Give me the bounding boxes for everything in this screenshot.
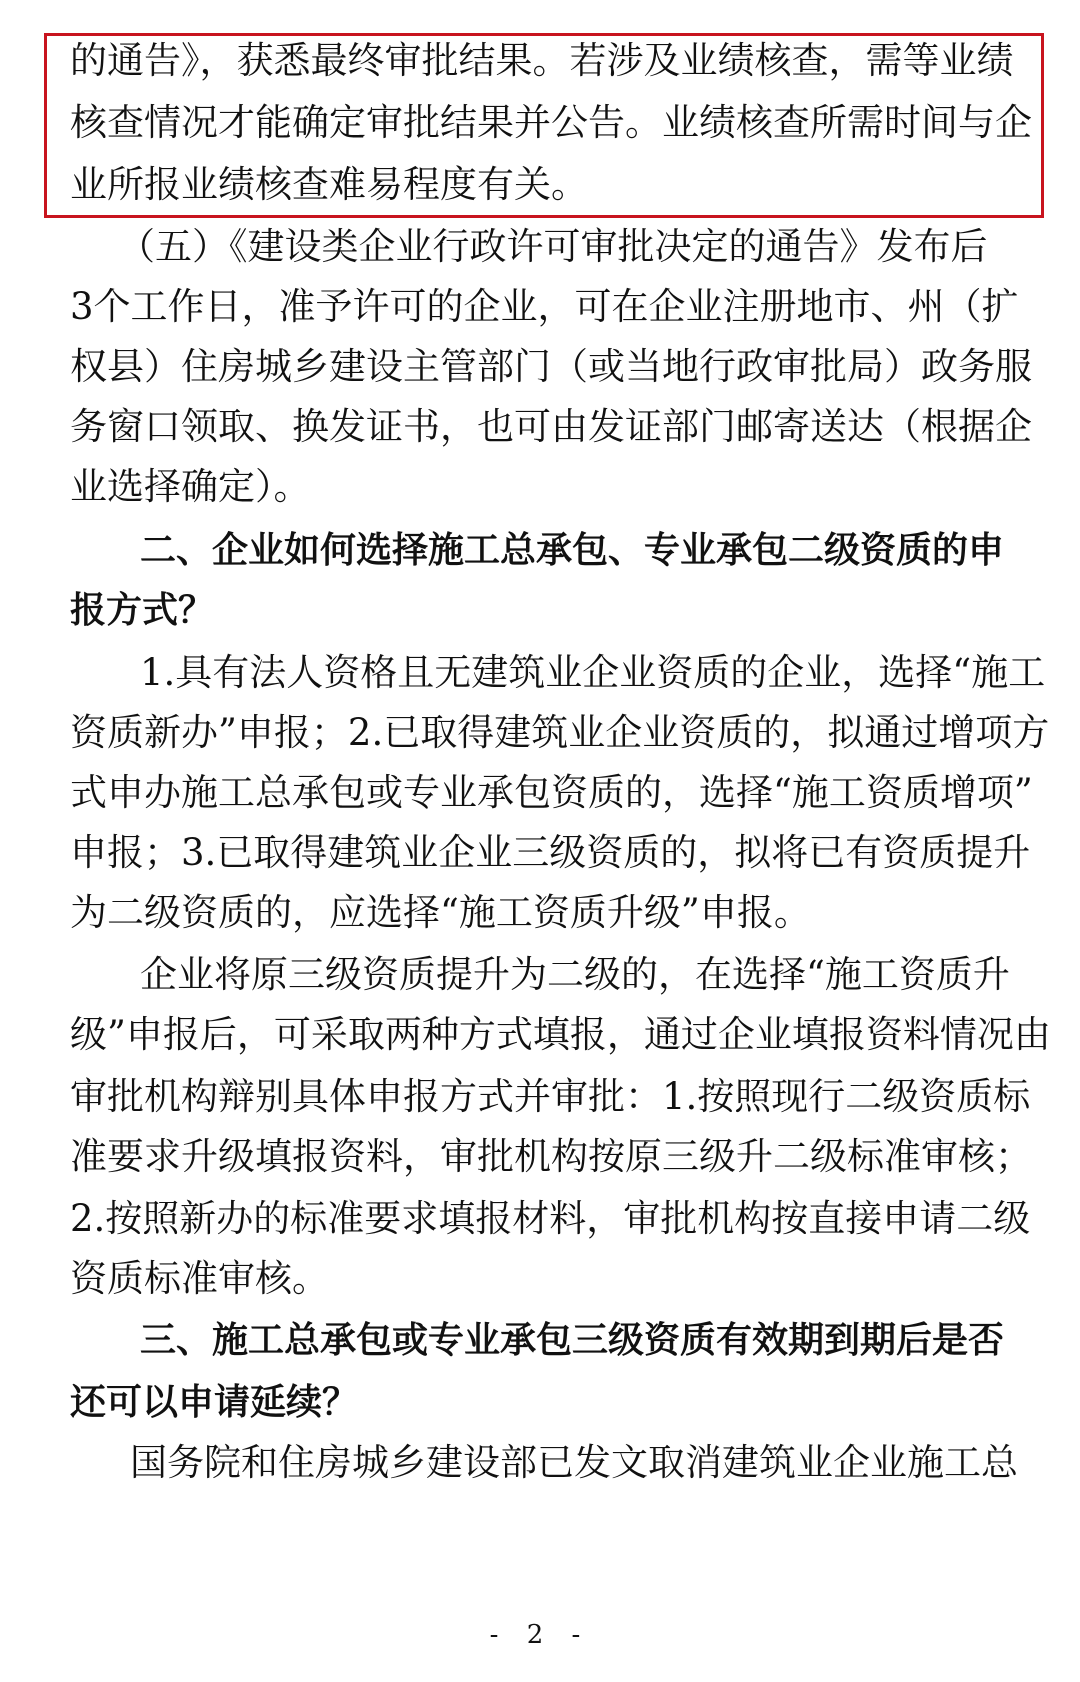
text-line: 式申办施工总承包或专业承包资质的，选择“施工资质增项” xyxy=(70,771,1033,814)
text-line: 国务院和住房城乡建设部已发文取消建筑业企业施工总 xyxy=(130,1441,1018,1484)
text-line: 资质新办”申报；2.已取得建筑业企业资质的，拟通过增项方 xyxy=(70,711,1050,754)
section-heading: 报方式？ xyxy=(70,590,215,631)
text-line: 资质标准审核。 xyxy=(70,1257,329,1300)
section-heading: 二、企业如何选择施工总承包、专业承包二级资质的申 xyxy=(140,530,1005,571)
text-line: 业选择确定）。 xyxy=(70,465,311,508)
text-line: 核查情况才能确定审批结果并公告。业绩核查所需时间与企 xyxy=(70,101,1032,144)
text-line: 企业将原三级资质提升为二级的，在选择“施工资质升 xyxy=(140,953,1010,996)
text-line: 审批机构辩别具体申报方式并审批：1.按照现行二级资质标 xyxy=(70,1075,1031,1118)
section-heading: 三、施工总承包或专业承包三级资质有效期到期后是否 xyxy=(140,1320,1005,1361)
text-line: （五）《建设类企业行政许可审批决定的通告》发布后 xyxy=(118,225,988,268)
text-line: 1.具有法人资格且无建筑业企业资质的企业，选择“施工 xyxy=(140,651,1046,694)
text-line: 的通告》，获悉最终审批结果。若涉及业绩核查，需等业绩 xyxy=(70,39,1014,82)
text-line: 3个工作日，准予许可的企业，可在企业注册地市、州（扩 xyxy=(70,285,1019,328)
text-line: 级”申报后，可采取两种方式填报，通过企业填报资料情况由 xyxy=(70,1013,1051,1056)
text-line: 业所报业绩核查难易程度有关。 xyxy=(70,163,588,206)
section-heading: 还可以申请延续？ xyxy=(70,1382,359,1423)
text-line: 准要求升级填报资料，审批机构按原三级升二级标准审核； xyxy=(70,1135,1032,1178)
page-number: - 2 - xyxy=(489,1620,591,1650)
text-line: 权县）住房城乡建设主管部门（或当地行政审批局）政务服 xyxy=(70,345,1032,388)
text-line: 务窗口领取、换发证书，也可由发证部门邮寄送达（根据企 xyxy=(70,405,1032,448)
text-line: 为二级资质的，应选择“施工资质升级”申报。 xyxy=(70,891,811,934)
text-line: 2.按照新办的标准要求填报材料，审批机构按直接申请二级 xyxy=(70,1197,1031,1240)
text-line: 申报；3.已取得建筑业企业三级资质的，拟将已有资质提升 xyxy=(70,831,1031,874)
